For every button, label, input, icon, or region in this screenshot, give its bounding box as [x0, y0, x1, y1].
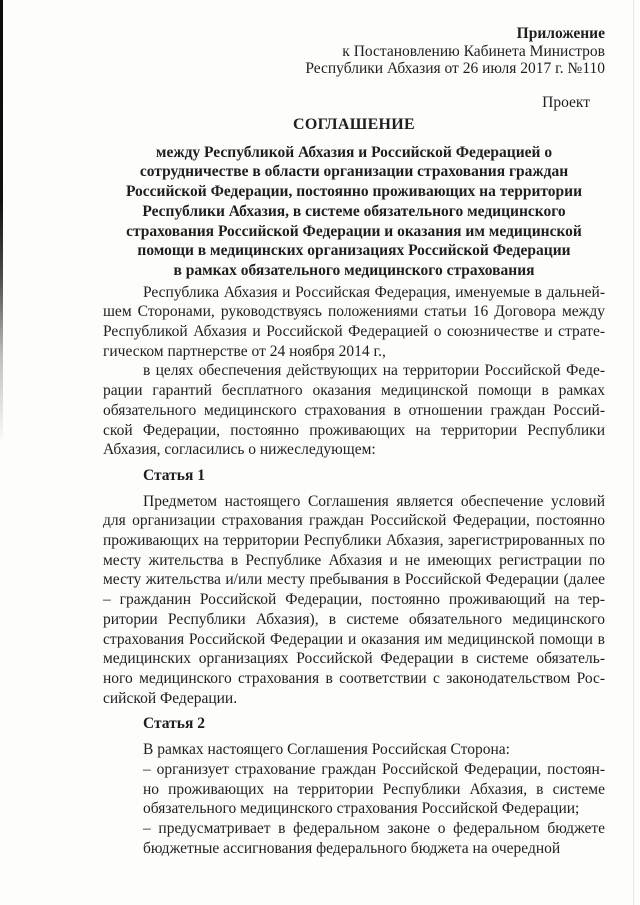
text-line: страхования Российской Федерации и оказания им медицинской помощи в [103, 630, 605, 648]
clause-line: обязательного медицинского страхования Российской Федерации; [143, 800, 580, 818]
text-line: гическом партнерстве от 24 ноября 2014 г., [103, 342, 386, 360]
subtitle-line: между Республикой Абхазия и Российской Федерацией о [155, 143, 553, 161]
text-line: ритории Республики Абхазия), в системе обязательного медицинского [103, 610, 605, 628]
subtitle-line: в рамках обязательного медицинского страхования [173, 261, 535, 279]
text-line: месту жительства в Республике Абхазия и не имеющих регистрации по [103, 551, 605, 569]
paragraph [103, 361, 605, 460]
article-heading: Статья 2 [143, 715, 205, 733]
clause-line: – предусматривает в федеральном законе о федеральном бюджете [143, 819, 605, 837]
subtitle-line: помощи в медицинских организациях Российской Федерации [137, 242, 571, 260]
paragraph [103, 492, 605, 709]
text-line: сийской Федерации. [103, 689, 238, 707]
annex-reference [103, 25, 605, 78]
document-title: СОГЛАШЕНИЕ [292, 116, 416, 133]
text-line: месту жительства и/или месту пребывания в Российской Федерации (далее [103, 571, 605, 589]
annex-line: Приложение [516, 25, 605, 42]
article-heading: Статья 1 [143, 466, 205, 484]
text-line: обязательного медицинского страхования в отношении граждан Россий- [103, 401, 605, 419]
clause-list [143, 760, 605, 859]
paragraph [103, 283, 605, 362]
text-line: Республикой Абхазия и Российской Федерацией о союзничестве и страте- [103, 323, 605, 341]
text-line: Предметом настоящего Соглашения является обеспечение условий [143, 492, 605, 510]
clause-line: но проживающих на территории Республики Абхазия, в системе [143, 780, 605, 798]
text-line: рации гарантий бесплатного оказания медицинской помощи в рамках [103, 382, 605, 400]
text-line: ской Федерации, постоянно проживающих на территории Республики [103, 421, 605, 439]
subtitle-line: Республики Абхазия, в системе обязательного медицинского [142, 202, 566, 220]
text-line: медицинских организациях Российской Федерации в системе обязатель- [103, 650, 605, 668]
text-line: Абхазия, согласились о нижеследующем: [103, 441, 376, 459]
text-line: для организации страхования граждан Российской Федерации, постоянно [103, 512, 605, 530]
text-line: Республика Абхазия и Российская Федерация, именуемые в дальней- [143, 283, 605, 301]
annex-line: Республики Абхазия от 26 июля 2017 г. №110 [305, 60, 605, 77]
text-line: в целях обеспечения действующих на территории Российской Феде- [143, 362, 605, 380]
text-line: ного медицинского страхования в соответствии с законодательством Рос- [103, 669, 605, 687]
paragraph [103, 740, 605, 760]
subtitle-line: страхования Российской Федерации и оказания им медицинской [126, 222, 582, 240]
text-line: – гражданин Российской Федерации, постоянно проживающий на тер- [103, 591, 605, 609]
clause-line: – организует страхование граждан Российской Федерации, постоян- [143, 760, 605, 778]
text-line: шем Сторонами, руководствуясь положениями статьи 16 Договора между [103, 303, 605, 321]
document-subtitle [103, 143, 605, 281]
text-line: проживающих на территории Республики Абхазия, зарегистрированных по [103, 532, 605, 550]
document-content [0, 25, 640, 858]
subtitle-line: сотрудничестве в области организации страхования граждан [139, 163, 569, 181]
clause-line: бюджетные ассигнования федерального бюджета на очередной [143, 839, 561, 857]
subtitle-line: Российской Федерации, постоянно проживающих на территории [125, 183, 583, 201]
document-body [103, 283, 605, 859]
text-line: В рамках настоящего Соглашения Российская Сторона: [143, 741, 510, 759]
annex-line: к Постановлению Кабинета Министров [342, 42, 605, 60]
draft-label: Проект [542, 93, 590, 111]
